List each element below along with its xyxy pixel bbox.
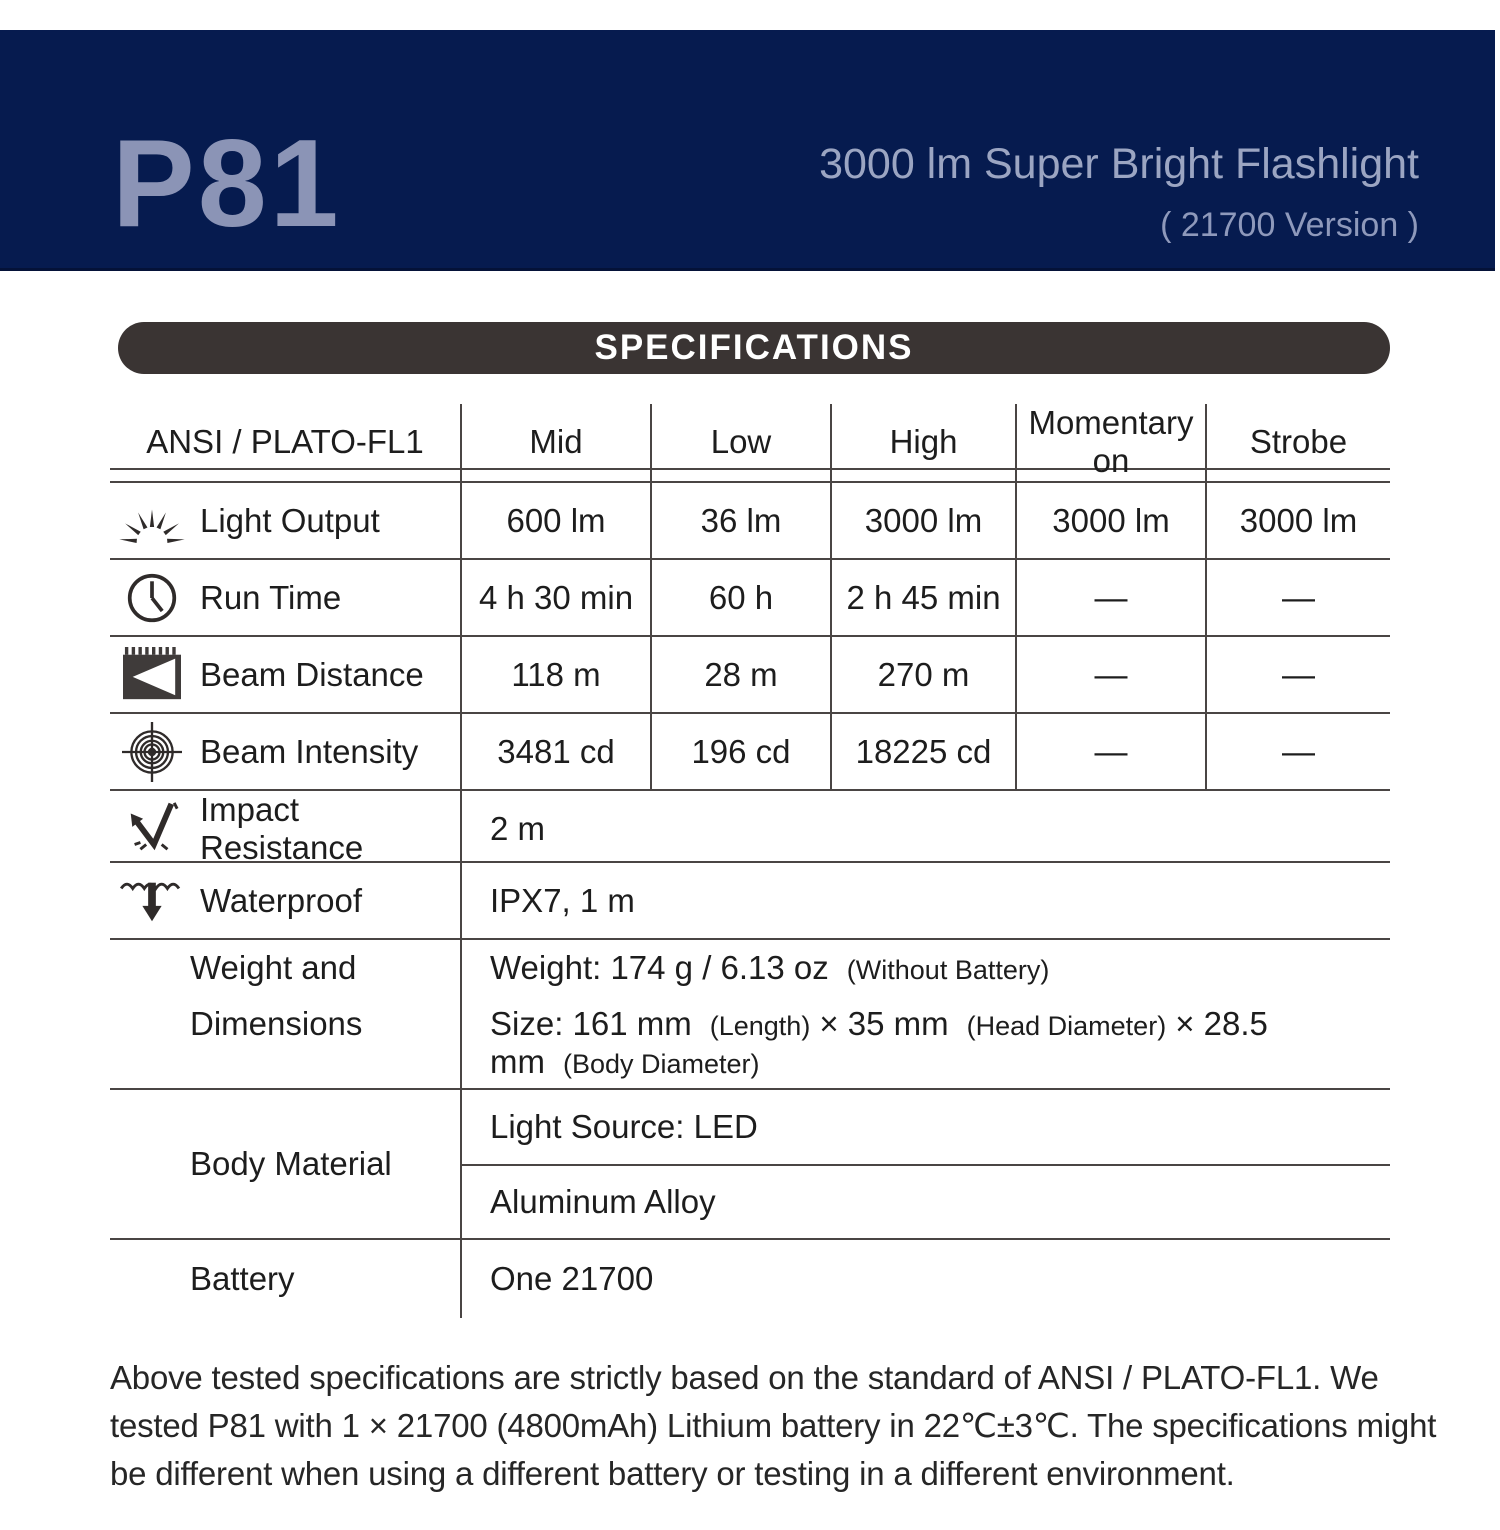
row-label: Waterproof [200, 881, 363, 919]
row-label: Beam Distance [200, 655, 424, 693]
table-row-weight-dimensions [110, 940, 1390, 1090]
row-label-cell [110, 863, 460, 938]
spec-value: 196 cd [650, 714, 830, 789]
product-subtitle: ( 21700 Version ) [1160, 206, 1419, 244]
impact-resistance-icon [114, 800, 190, 858]
spec-value-cell [460, 940, 1390, 1090]
table-row-battery [110, 1240, 1390, 1318]
spec-table [110, 404, 1390, 1318]
table-row-body-material [110, 1090, 1390, 1240]
spec-value: 4 h 30 min [460, 560, 650, 635]
table-row-impact-resistance [110, 791, 1390, 866]
row-label: Run Time [200, 578, 342, 616]
spec-value: 3000 lm [1015, 483, 1205, 558]
spec-value: 3481 cd [460, 714, 650, 789]
target-icon [114, 722, 190, 782]
spec-value: — [1205, 637, 1390, 712]
row-label: Beam Intensity [200, 732, 419, 770]
column-header-low: Low [650, 404, 830, 480]
beam-distance-icon [114, 646, 190, 704]
footer-note: Above tested specifications are strictly based on the standard of ANSI / PLATO-FL1. We tested P81 with 1 × 21700 (4800mAh) Lithium battery in 22℃±3℃. The specifications might be different when using a different battery or testing in a different environment. [110, 1359, 1437, 1492]
spec-value: 2 h 45 min [830, 560, 1015, 635]
weight-value: Weight: 174 g / 6.13 oz [490, 949, 829, 986]
table-row-waterproof [110, 863, 1390, 940]
size-value: Size: 161 mm [490, 1005, 692, 1042]
row-label-cell [110, 940, 460, 1090]
spec-value: 118 m [460, 637, 650, 712]
spec-value: — [1015, 560, 1205, 635]
spec-value: 36 lm [650, 483, 830, 558]
column-header-ansi: ANSI / PLATO-FL1 [146, 422, 424, 460]
table-row-light-output [110, 483, 1390, 560]
specifications-banner-label: SPECIFICATIONS [594, 328, 914, 367]
size-line [490, 1005, 1390, 1081]
light-output-icon [114, 494, 190, 548]
clock-icon [114, 572, 190, 624]
spec-value: 18225 cd [830, 714, 1015, 789]
spec-value: 3000 lm [830, 483, 1015, 558]
row-label-cell [110, 483, 460, 558]
row-label: Weight and [190, 949, 357, 986]
row-label: Dimensions [190, 1005, 363, 1042]
spec-value: 3000 lm [1205, 483, 1390, 558]
spec-value: IPX7, 1 m [460, 863, 1390, 938]
row-label: Light Output [200, 501, 380, 539]
row-label-cell [110, 1090, 460, 1238]
spec-value-cell [460, 1090, 1390, 1238]
product-title: 3000 lm Super Bright Flashlight [819, 140, 1419, 188]
specifications-banner [118, 322, 1390, 374]
spec-value: 600 lm [460, 483, 650, 558]
light-source-value: Light Source: LED [490, 1108, 758, 1145]
spec-value: 60 h [650, 560, 830, 635]
table-header-row [110, 404, 1390, 479]
row-label: Body Material [190, 1145, 392, 1182]
spec-value: — [1015, 637, 1205, 712]
table-row-beam-distance [110, 637, 1390, 714]
product-model: P81 [112, 115, 342, 253]
column-header-high: High [830, 404, 1015, 480]
row-label-cell [110, 791, 460, 867]
size-note: (Length) [709, 1011, 811, 1041]
row-label-cell [110, 637, 460, 712]
size-note: (Body Diameter) [562, 1049, 760, 1079]
header-right-block [819, 140, 1419, 245]
row-label-cell [110, 560, 460, 635]
weight-note: (Without Battery) [846, 955, 1050, 985]
size-value: × 35 mm [819, 1005, 949, 1042]
spec-value: 270 m [830, 637, 1015, 712]
row-label-cell [110, 1240, 460, 1318]
column-header-momentary-on: Momentary on [1015, 404, 1205, 480]
size-value: × 28.5 mm [490, 1005, 1268, 1080]
weight-line [490, 949, 1049, 987]
column-header-strobe: Strobe [1205, 404, 1390, 480]
column-header-mid: Mid [460, 404, 650, 480]
spec-value: One 21700 [460, 1240, 1390, 1318]
row-label: Battery [190, 1260, 295, 1297]
row-label-cell [110, 714, 460, 789]
waterproof-icon [114, 875, 190, 927]
row-label: Impact Resistance [200, 791, 364, 866]
header-double-rule [110, 470, 1390, 483]
material-value: Aluminum Alloy [462, 1164, 1390, 1238]
spec-value: — [1205, 714, 1390, 789]
spec-value: — [1205, 560, 1390, 635]
size-note: (Head Diameter) [966, 1011, 1167, 1041]
spec-value: — [1015, 714, 1205, 789]
spec-value: 28 m [650, 637, 830, 712]
spec-value: 2 m [460, 791, 1390, 867]
table-row-beam-intensity [110, 714, 1390, 791]
header-band [0, 30, 1495, 271]
table-row-run-time [110, 560, 1390, 637]
